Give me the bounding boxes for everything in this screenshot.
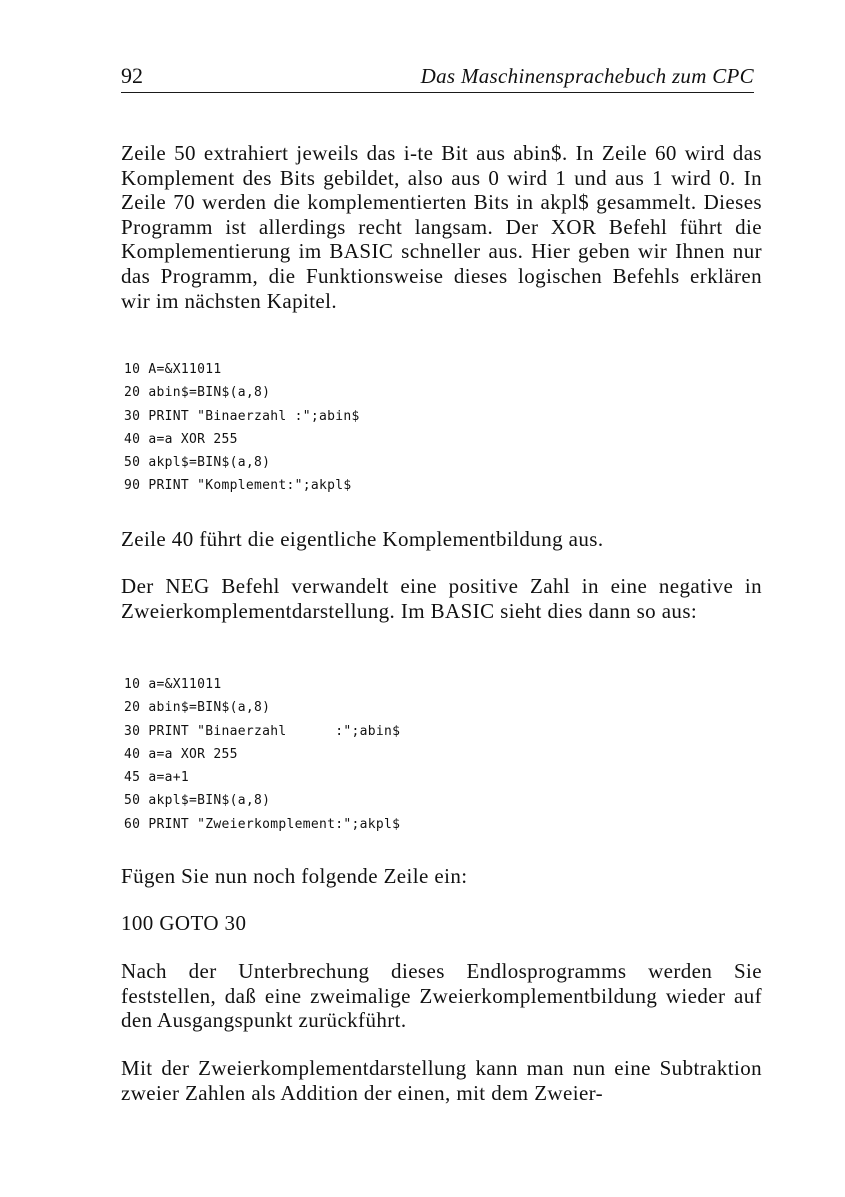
code-line: 40 a=a XOR 255 [124,746,238,762]
code-line: 50 akpl$=BIN$(a,8) [124,793,271,809]
code-line: 30 PRINT "Binaerzahl :";abin$ [124,723,401,739]
code-line: 90 PRINT "Komplement:";akpl$ [124,478,352,494]
paragraph-add-line: Fügen Sie nun noch folgende Zeile ein: [121,864,468,888]
code-line: 40 a=a XOR 255 [124,431,238,447]
paragraph-endless-program: Nach der Unterbrechung dieses Endlosprogramms werden Sie feststellen, daß eine zweimalige Zweierkomplementbildung wieder auf den Ausgangspunkt zurückführt. [121,959,762,1033]
paragraph-goto-line: 100 GOTO 30 [121,911,247,935]
header-title: Das Maschinensprachebuch zum CPC [420,64,754,88]
code-listing-twos-complement [124,673,400,836]
code-line: 60 PRINT "Zweierkomplement:";akpl$ [124,816,401,832]
code-listing-xor [124,358,360,498]
code-line: 20 abin$=BIN$(a,8) [124,700,271,716]
code-line: 20 abin$=BIN$(a,8) [124,385,271,401]
paragraph-subtraction: Mit der Zweierkomplementdarstellung kann man nun eine Subtraktion zweier Zahlen als Addition der einen, mit dem Zweier- [121,1056,762,1105]
code-line: 50 akpl$=BIN$(a,8) [124,455,271,471]
paragraph-neg-command: Der NEG Befehl verwandelt eine positive Zahl in eine negative in Zweierkomplementdarstellung. Im BASIC sieht dies dann so aus: [121,574,762,623]
code-line: 30 PRINT "Binaerzahl :";abin$ [124,408,360,424]
paragraph-bit-extraction: Zeile 50 extrahiert jeweils das i-te Bit aus abin$. In Zeile 60 wird das Komplement des Bits gebildet, also aus 0 wird 1 und aus 1 wird 0. In Zeile 70 werden die komplementierten Bits in akpl$ gesammelt. Dieses Programm ist allerdings recht langsam. Der XOR Befehl führt die Komplementierung im BASIC schneller aus. Hier geben wir Ihnen nur das Programm, die Funktionsweise dieses logischen Befehls erklären wir im nächsten Kapitel. [121,141,762,313]
code-line: 10 A=&X11011 [124,362,222,377]
code-line: 45 a=a+1 [124,770,190,786]
running-header [121,62,754,93]
code-line: 10 a=&X11011 [124,677,222,692]
page-number: 92 [121,63,143,88]
paragraph-line-40: Zeile 40 führt die eigentliche Komplementbildung aus. [121,527,604,551]
